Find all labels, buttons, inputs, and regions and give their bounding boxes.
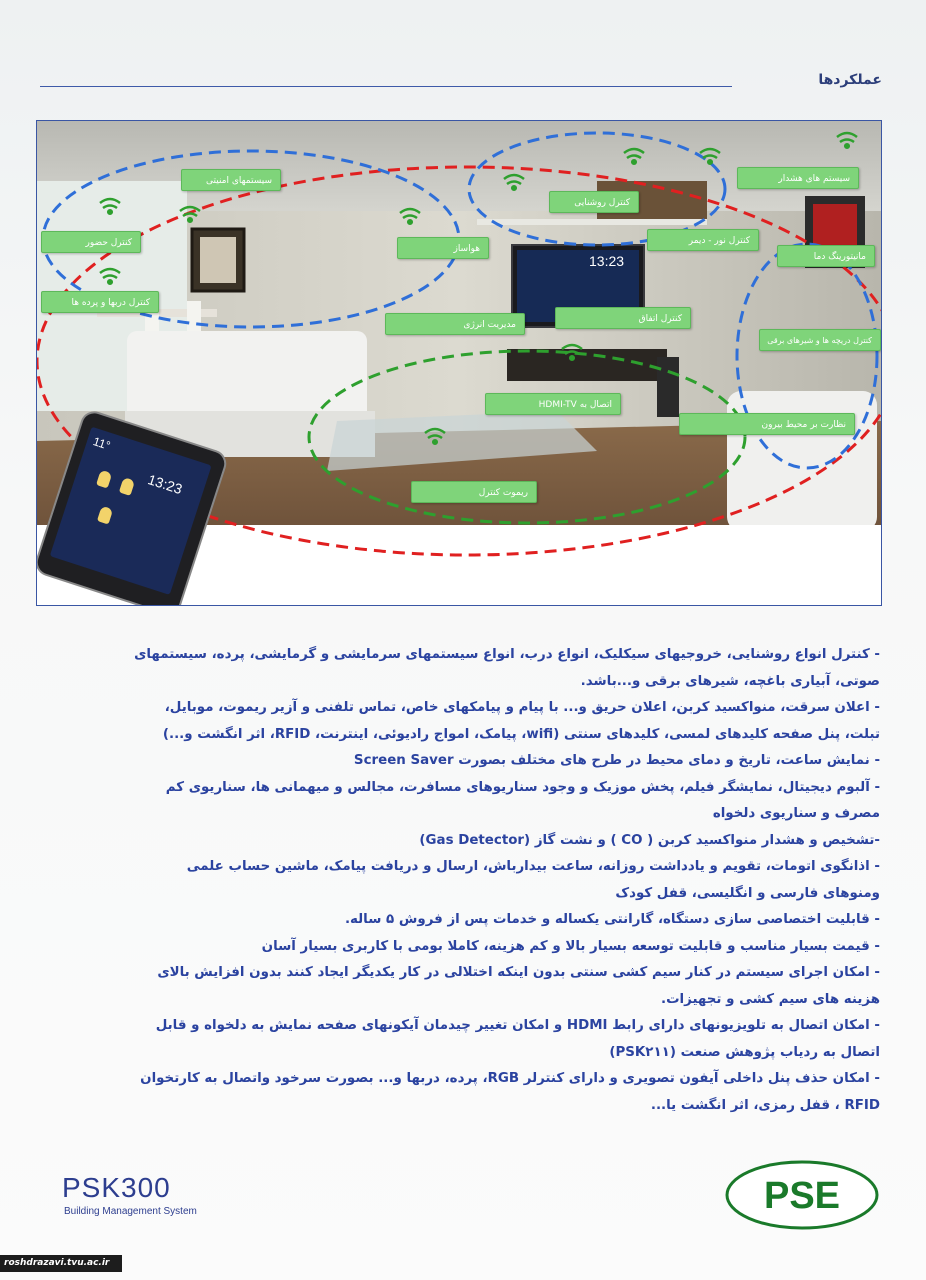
callout-security: سیستمهای امنیتی [181, 169, 281, 191]
pse-logo [724, 1160, 880, 1230]
header-divider [40, 86, 732, 87]
product-name: PSK300 [62, 1172, 171, 1203]
pse-logo-text: PSE [763, 1175, 841, 1217]
callout-remote: ریموت کنترل [411, 481, 537, 503]
feature-item: - امکان اجرای سیستم در کنار سیم کشی سنتی بدون اینکه اختلالی در کار یکدیگر ایجاد کنند بدون افزایش بالای هزینه های سیم کشی و تجهیزات. [157, 965, 880, 1007]
callout-outdoor: نظارت بر محیط بیرون [679, 413, 855, 435]
feature-item: - قیمت بسیار مناسب و قابلیت توسعه بسیار بالا و کم هزینه، کاملا بومی با کاربری بسیار آسان [261, 938, 880, 954]
phone-clock: 13:23 [145, 471, 185, 498]
feature-item: - اذانگوی اتومات، تقویم و یادداشت روزانه، ساعت بیدارباش، ارسال و دریافت پیامک، ماشین حساب علمی ومنوهای فارسی و انگلیسی، قفل کودک [186, 859, 880, 901]
tv-clock: 13:23 [589, 253, 625, 269]
callout-lighting: کنترل روشنایی [549, 191, 639, 213]
tv-stand [507, 349, 667, 381]
feature-item: -تشخیص و هشدار منواکسید کربن ( CO ) و نشت گاز (Gas Detector) [419, 832, 880, 848]
feature-item: - امکان اتصال به تلویزیونهای دارای رابط HDMI و امکان تغییر چیدمان آیکونهای صفحه نمایش به دلخواه و قابل اتصال به ردیاب پژوهش صنعت (PSK۲۱۱) [155, 1018, 880, 1060]
feature-item: - کنترل انواع روشنایی، خروجیهای سیکلیک، انواع درب، انواع سیستمهای سرمایشی و گرمایشی، پرده، سیستمهای صوتی، آبیاری باغچه، شیرهای برقی و...باشد. [134, 647, 880, 689]
bulb-icon [119, 477, 135, 496]
bulb-icon [97, 506, 113, 525]
feature-item: - نمایش ساعت، تاریخ و دمای محیط در طرح های مختلف بصورت Screen Saver [353, 753, 880, 768]
callout-alarm: سیستم های هشدار [737, 167, 859, 189]
feature-item: - امکان حذف پنل داخلی آیفون تصویری و دارای کنترلر RGB، پرده، دربها و... بصورت سرخود واتصال به کارتخوان RFID ، قفل رمزی، اثر انگشت یا... [140, 1071, 880, 1113]
header-title: عملکردها [818, 72, 882, 88]
callout-presence: کنترل حضور [41, 231, 141, 253]
phone-temperature: 11° [91, 434, 113, 453]
feature-item: - آلبوم دیجیتال، نمایشگر فیلم، پخش موزیک و وجود سناریوهای مسافرت، مجالس و میهمانی ها، سناریوی کم مصرف و سناریوی دلخواه [165, 779, 880, 821]
product-subtitle: Building Management System [64, 1206, 197, 1217]
callout-central: کنترل اتفاق [555, 307, 691, 329]
site-url: roshdrazavi.tvu.ac.ir [0, 1255, 122, 1272]
smart-home-illustration [36, 120, 882, 606]
callout-dimmer: کنترل نور - دیمر [647, 229, 759, 251]
feature-item: - اعلان سرقت، منواکسید کربن، اعلان حریق و... با پیام و پیامکهای خاص، تماس تلفنی و آزیر ریموت، موبایل، تبلت، پنل صفحه کلیدهای لمسی، کلیدهای سنتی (wifi، پیامک، امواج رادیوئی، اینترنت، RFID، اثر انگشت و...) [162, 700, 880, 742]
callout-hvac: هواساز [397, 237, 489, 259]
callout-energy: مدیریت انرژی [385, 313, 525, 335]
feature-list [128, 642, 880, 1119]
callout-hdmi: اتصال به HDMI-TV [485, 393, 621, 415]
feature-item: - قابلیت اختصاصی سازی دستگاه، گارانتی یکساله و خدمات پس از فروش ۵ ساله. [344, 912, 880, 927]
callout-temperature: مانیتورینگ دما [777, 245, 875, 267]
callout-doors: کنترل دربها و پرده ها [41, 291, 159, 313]
armchair [727, 391, 877, 531]
bulb-icon [96, 470, 112, 489]
callout-valves: کنترل دریچه ها و شیرهای برقی [759, 329, 881, 351]
